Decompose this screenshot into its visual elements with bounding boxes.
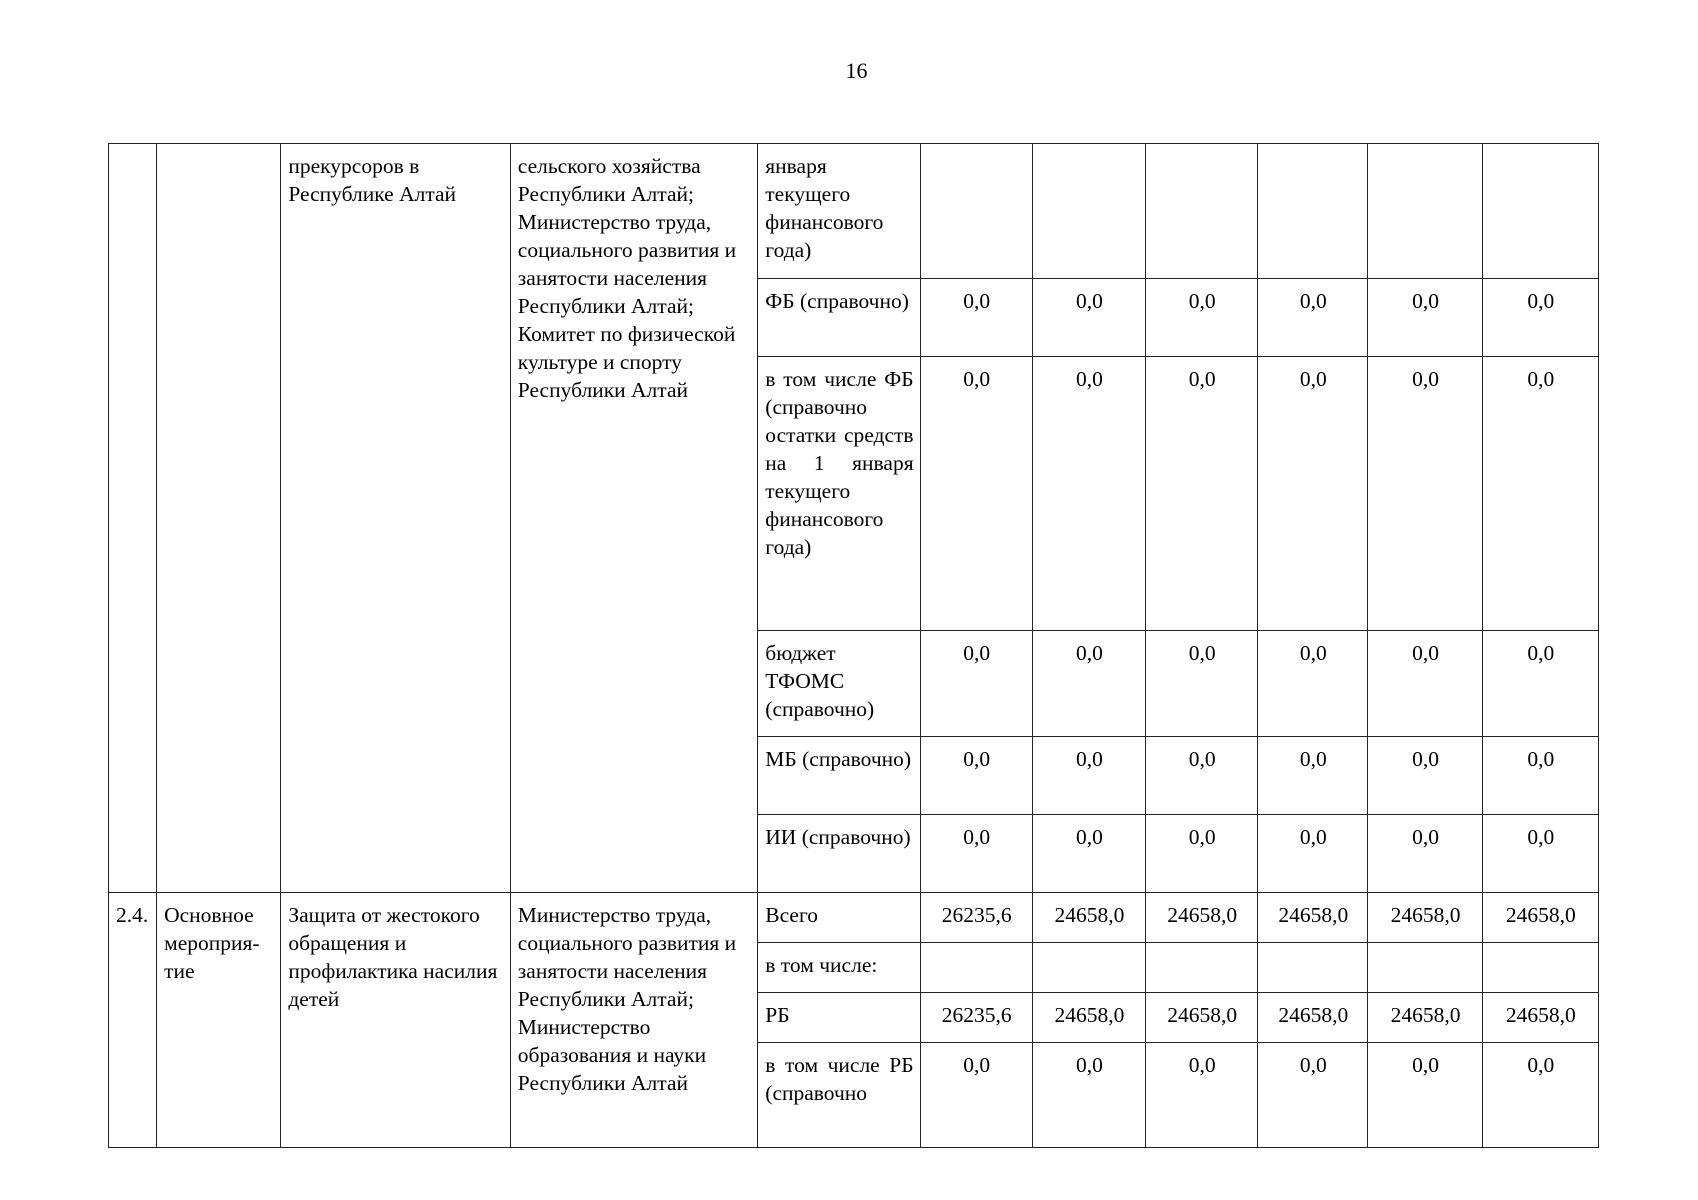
cell-value	[1368, 144, 1482, 279]
cell-value: 24658,0	[1146, 893, 1258, 943]
cell-funding-source: РБ	[758, 993, 920, 1043]
cell-executor: Министерство труда, социального развития и занятости населения Республики Алтай; Министерство образования и науки Республики Алтай	[510, 893, 757, 1148]
cell-funding-source: МБ (справочно)	[758, 737, 920, 815]
cell-event-name: прекурсоров в Республике Алтай	[281, 144, 510, 893]
cell-value: 0,0	[1146, 631, 1258, 737]
cell-value: 0,0	[920, 357, 1032, 631]
page-number: 16	[845, 58, 868, 83]
cell-value: 26235,6	[920, 993, 1032, 1043]
cell-value	[1146, 144, 1258, 279]
cell-value: 0,0	[1146, 737, 1258, 815]
cell-value: 0,0	[1482, 357, 1598, 631]
cell-value: 0,0	[1368, 737, 1482, 815]
cell-value: 0,0	[1258, 357, 1368, 631]
cell-value: 0,0	[920, 815, 1032, 893]
cell-value: 0,0	[1368, 815, 1482, 893]
cell-value: 0,0	[1368, 631, 1482, 737]
cell-funding-source: в том числе ФБ (справочно остатки средств на 1 января текущего финансового года)	[758, 357, 920, 631]
cell-value: 0,0	[1482, 1043, 1598, 1148]
cell-value: 24658,0	[1146, 993, 1258, 1043]
cell-value: 0,0	[1258, 631, 1368, 737]
cell-value: 24658,0	[1482, 993, 1598, 1043]
table-row	[109, 893, 1599, 943]
cell-value: 0,0	[1146, 815, 1258, 893]
cell-value	[920, 144, 1032, 279]
cell-funding-source: в том числе:	[758, 943, 920, 993]
cell-value: 0,0	[1258, 815, 1368, 893]
cell-funding-source: ИИ (справочно)	[758, 815, 920, 893]
cell-value: 0,0	[1368, 357, 1482, 631]
cell-value: 24658,0	[1482, 893, 1598, 943]
cell-value: 0,0	[920, 279, 1032, 357]
cell-value: 0,0	[1258, 737, 1368, 815]
cell-value	[1258, 144, 1368, 279]
cell-value: 0,0	[1032, 357, 1145, 631]
cell-event-name: Защита от жестокого обращения и профилактика насилия детей	[281, 893, 510, 1148]
cell-value: 26235,6	[920, 893, 1032, 943]
cell-value: 0,0	[1032, 279, 1145, 357]
cell-value: 0,0	[920, 631, 1032, 737]
cell-value: 0,0	[1258, 279, 1368, 357]
cell-value: 0,0	[920, 1043, 1032, 1148]
cell-value	[1032, 943, 1145, 993]
funding-table	[108, 143, 1599, 1148]
cell-value: 24658,0	[1258, 993, 1368, 1043]
cell-value: 24658,0	[1258, 893, 1368, 943]
cell-funding-source: в том числе РБ (справочно	[758, 1043, 920, 1148]
cell-number: 2.4.	[109, 893, 157, 1148]
cell-value: 0,0	[920, 737, 1032, 815]
cell-value: 0,0	[1032, 737, 1145, 815]
cell-value	[1368, 943, 1482, 993]
cell-funding-source: января текущего финансового года)	[758, 144, 920, 279]
cell-value: 0,0	[1482, 279, 1598, 357]
cell-value: 0,0	[1146, 279, 1258, 357]
cell-type: Основное мероприя-тие	[157, 893, 281, 1148]
cell-funding-source: бюджет ТФОМС (справочно)	[758, 631, 920, 737]
cell-value: 24658,0	[1368, 993, 1482, 1043]
cell-number	[109, 144, 157, 893]
cell-value: 0,0	[1032, 815, 1145, 893]
cell-funding-source: ФБ (справочно)	[758, 279, 920, 357]
cell-value	[1146, 943, 1258, 993]
cell-type	[157, 144, 281, 893]
cell-value: 0,0	[1146, 357, 1258, 631]
cell-value: 0,0	[1482, 815, 1598, 893]
cell-funding-source: Всего	[758, 893, 920, 943]
cell-value: 24658,0	[1032, 893, 1145, 943]
cell-value: 0,0	[1032, 1043, 1145, 1148]
cell-value	[1258, 943, 1368, 993]
cell-value: 0,0	[1146, 1043, 1258, 1148]
cell-value: 0,0	[1368, 279, 1482, 357]
cell-value: 0,0	[1482, 631, 1598, 737]
cell-value	[920, 943, 1032, 993]
cell-value: 24658,0	[1032, 993, 1145, 1043]
cell-executor: сельского хозяйства Республики Алтай; Министерство труда, социального развития и занятости населения Республики Алтай; Комитет по физической культуре и спорту Республики Алтай	[510, 144, 757, 893]
cell-value: 24658,0	[1368, 893, 1482, 943]
cell-value	[1032, 144, 1145, 279]
cell-value	[1482, 144, 1598, 279]
cell-value: 0,0	[1258, 1043, 1368, 1148]
cell-value: 0,0	[1482, 737, 1598, 815]
cell-value	[1482, 943, 1598, 993]
cell-value: 0,0	[1368, 1043, 1482, 1148]
cell-value: 0,0	[1032, 631, 1145, 737]
table-row	[109, 144, 1599, 279]
